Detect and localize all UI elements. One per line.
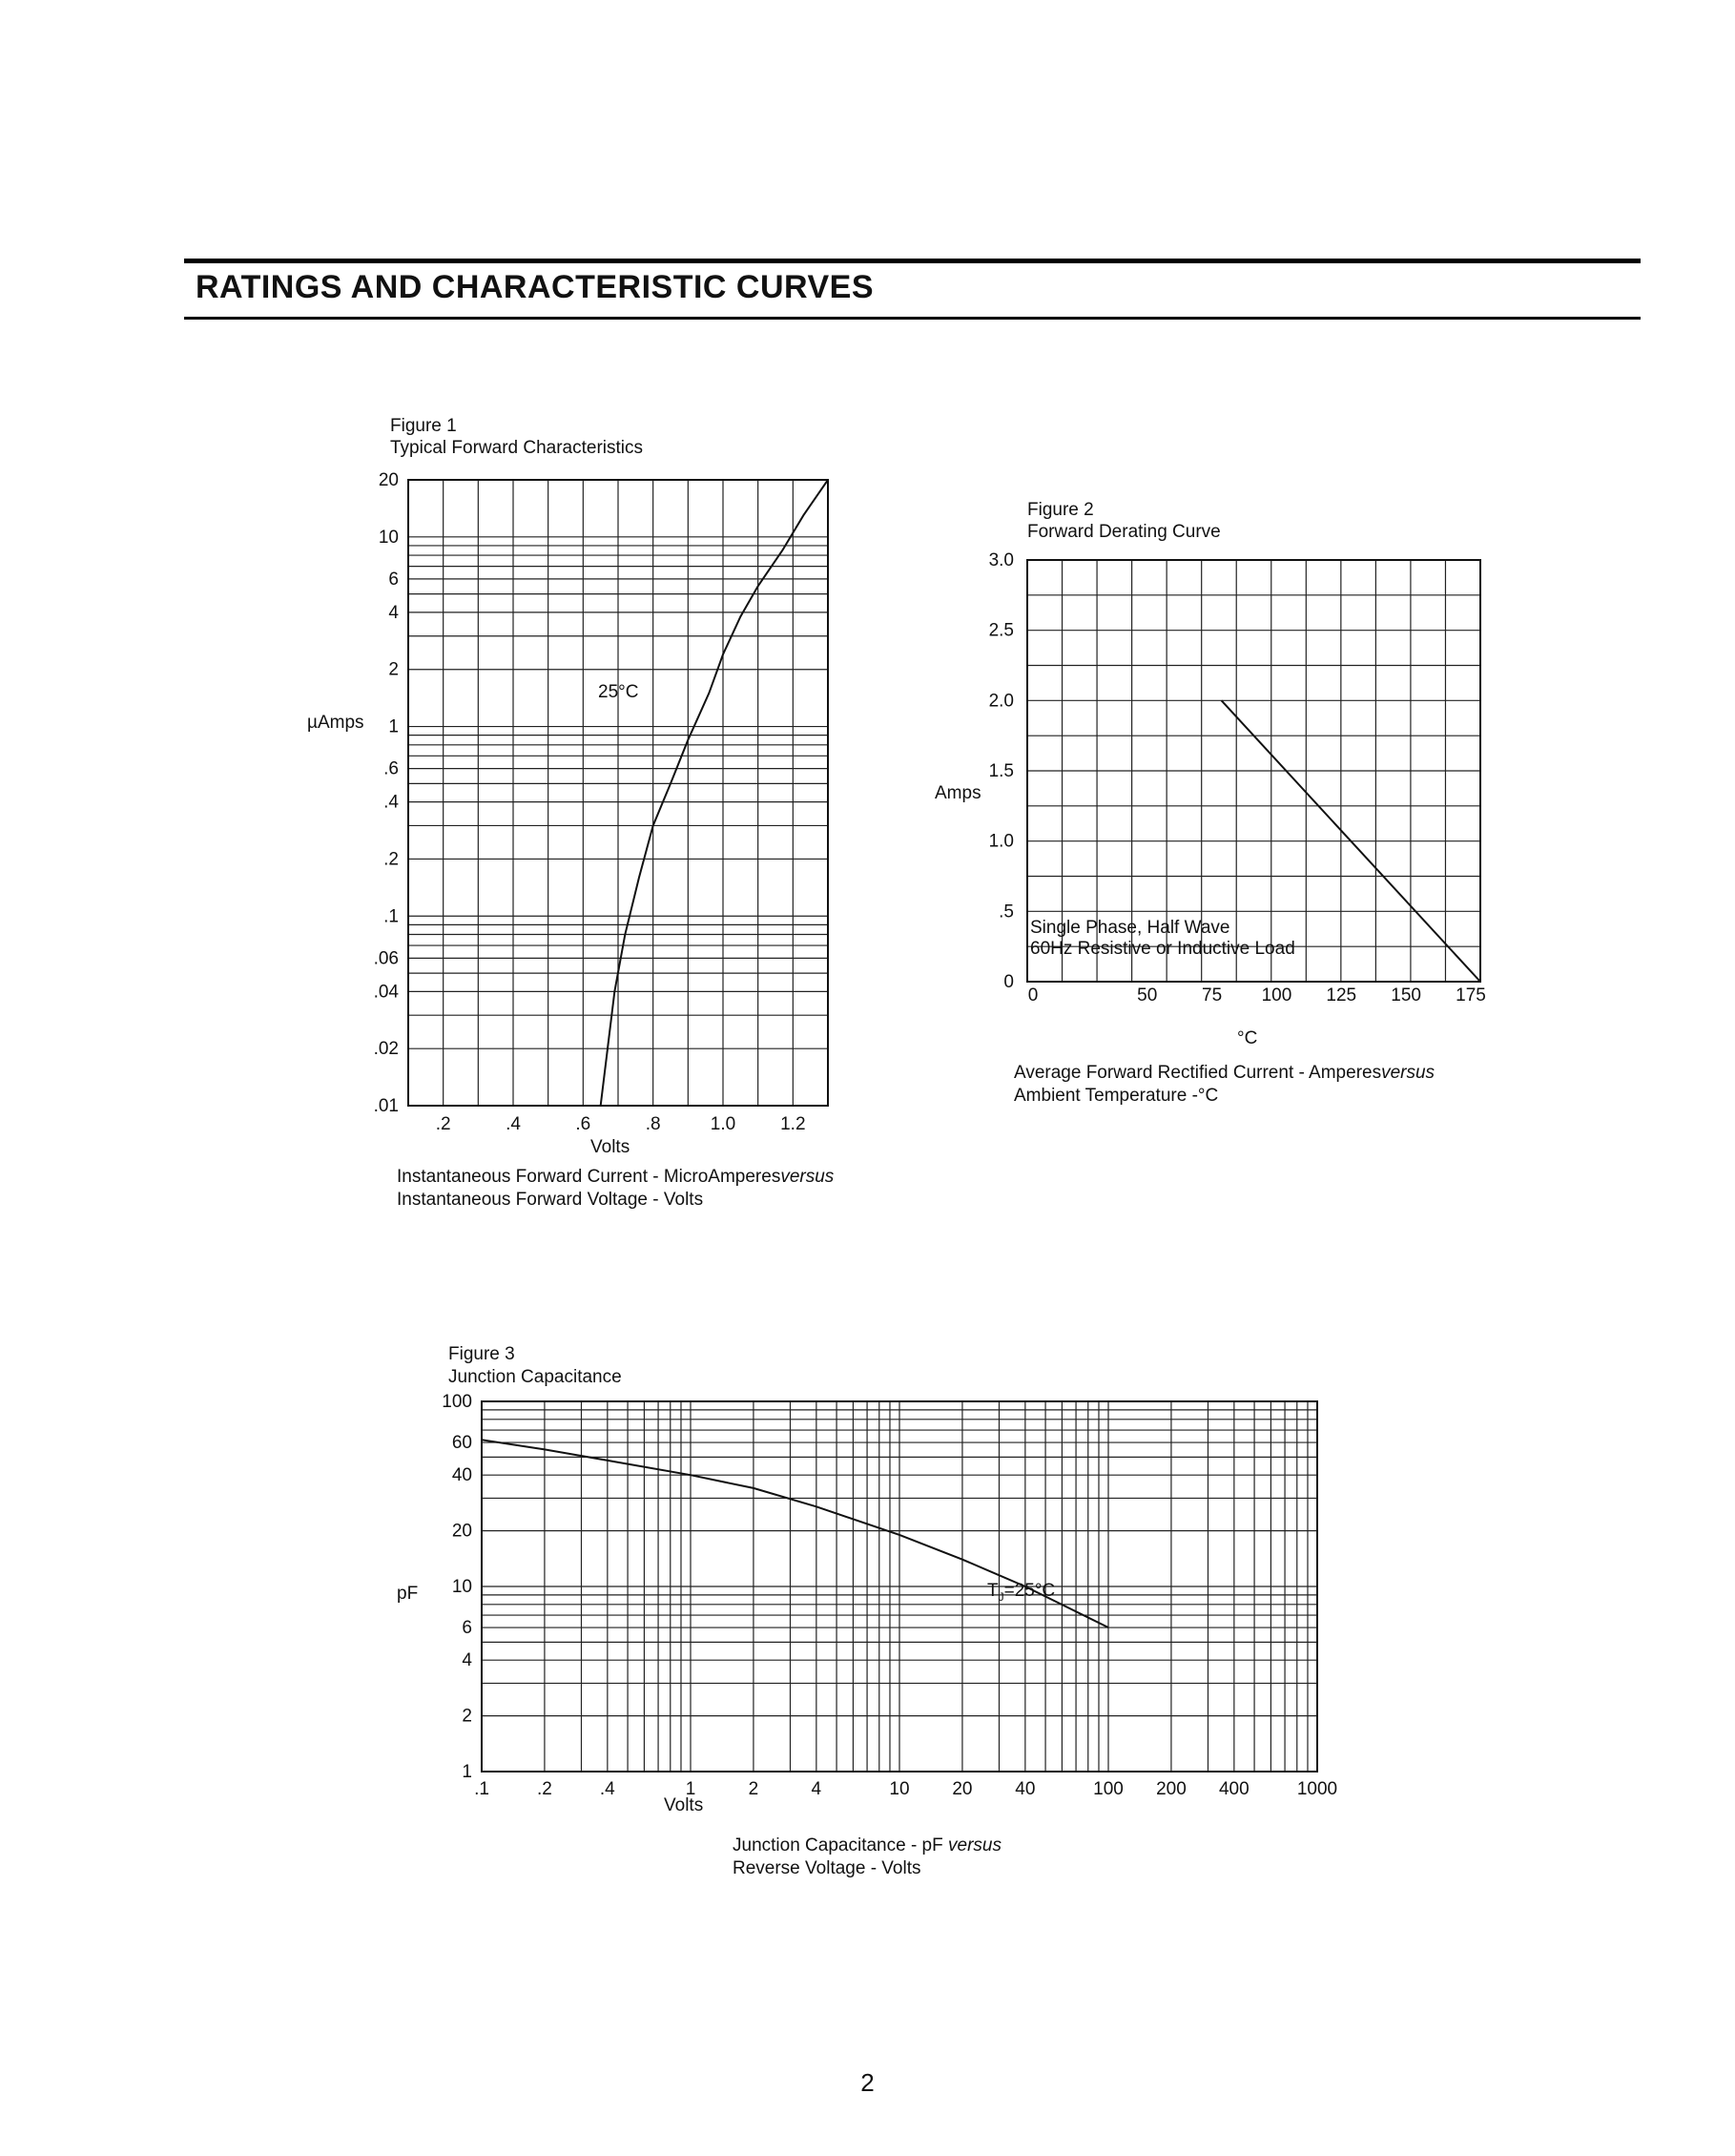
fig3-x-tick-label: 2 [748,1779,759,1799]
fig1-y-tick-label: .1 [383,906,399,927]
fig1-y-tick-label: 20 [378,470,399,490]
fig2-x-tick-label: 150 [1391,985,1421,1005]
fig3-y-tick-label: 2 [462,1706,472,1727]
fig2-label: Figure 2 [1027,500,1094,520]
fig2-x-tick-label: 125 [1326,985,1357,1005]
fig2-x-tick-label: 175 [1456,985,1486,1005]
fig3-y-tick-label: 10 [451,1577,472,1597]
fig3-x-tick-label: 10 [889,1779,910,1799]
fig1-caption-line1: Instantaneous Forward Current - MicroAmperesversus [397,1167,835,1187]
fig1-x-tick-label: .2 [435,1114,451,1134]
fig3-x-tick-label: 400 [1218,1779,1250,1799]
fig2-y-tick-label: .5 [999,902,1014,923]
page-number: 2 [860,2068,875,2097]
fig2-y-tick-label: 2.0 [988,691,1014,712]
fig2-y-tick-label: 1.5 [988,761,1014,781]
fig3-y-tick-label: 4 [462,1650,472,1671]
fig1-x-tick-label: .4 [506,1114,521,1134]
fig3-y-tick-label: 6 [462,1618,472,1639]
fig2-versus: versus [1381,1063,1436,1083]
fig1-y-tick-label: .6 [383,758,399,779]
fig1-x-tick-label: 1.0 [710,1114,736,1134]
fig1-y-tick-label: 4 [388,602,399,623]
fig2-caption-line2: Ambient Temperature -°C [1014,1086,1219,1106]
fig1-label: Figure 1 [390,416,457,436]
fig3-x-tick-label: 100 [1093,1779,1124,1799]
fig1-temperature-annotation: 25°C [598,682,639,702]
fig1-y-tick-label: .06 [373,948,399,969]
fig1-y-tick-label: .04 [373,982,399,1003]
fig1-x-tick-label: .6 [575,1114,591,1134]
fig2-x-axis-label: °C [1237,1028,1258,1048]
fig2-y-axis-label: Amps [935,783,981,803]
fig3-x-tick-label: 1 [685,1779,696,1799]
fig3-caption-line2: Reverse Voltage - Volts [733,1858,921,1878]
page-title: RATINGS AND CHARACTERISTIC CURVES [196,269,875,305]
fig2-y-tick-label: 2.5 [988,620,1014,641]
fig1-versus: versus [780,1167,835,1187]
fig3-label: Figure 3 [448,1344,515,1364]
fig1-y-tick-label: 10 [378,527,399,548]
fig1-y-axis-label: µAmps [307,713,364,733]
fig3-x-tick-label: .1 [474,1779,489,1799]
fig2-x-tick-label: 100 [1261,985,1292,1005]
fig2-x-tick-label: 50 [1137,985,1158,1005]
fig3-subtitle: Junction Capacitance [448,1367,622,1387]
fig3-y-tick-label: 40 [451,1465,472,1486]
fig3-y-axis-label: pF [397,1584,419,1604]
fig2-caption-line1: Average Forward Rectified Current - Amperesversus [1014,1063,1436,1083]
fig3-x-tick-label: 1000 [1296,1779,1338,1799]
fig1-y-tick-label: 6 [388,569,399,590]
fig1-y-tick-label: .4 [383,792,399,813]
fig3-x-tick-label: 200 [1156,1779,1187,1799]
fig2-x-tick-label: 75 [1202,985,1223,1005]
fig1-x-axis-label: Volts [590,1137,630,1157]
fig3-x-tick-label: 40 [1015,1779,1036,1799]
fig3-x-tick-label: .4 [599,1779,615,1799]
fig2-annotation-line1: Single Phase, Half Wave [1030,918,1230,938]
fig1-x-tick-label: .8 [645,1114,661,1134]
fig2-x-tick-label: 0 [1027,985,1039,1005]
fig3-y-tick-label: 100 [442,1392,472,1412]
fig3-x-tick-label: .2 [536,1779,552,1799]
fig1-y-tick-label: 1 [388,716,399,737]
fig1-y-tick-label: .2 [383,849,399,870]
fig3-x-tick-label: 20 [952,1779,973,1799]
fig2-annotation-line2: 60Hz Resistive or Inductive Load [1030,939,1295,959]
fig3-versus: versus [948,1835,1002,1855]
fig3-temperature-annotation: $T_J=25^\circ C$ [987,1581,1056,1604]
fig1-caption-line2: Instantaneous Forward Voltage - Volts [397,1190,704,1210]
fig3-y-tick-label: 20 [451,1521,472,1542]
fig1-y-tick-label: .02 [373,1039,399,1060]
fig2-y-tick-label: 0 [1003,972,1014,992]
fig2-subtitle: Forward Derating Curve [1027,522,1221,542]
fig3-y-tick-label: 60 [451,1433,472,1454]
fig1-y-tick-label: 2 [388,659,399,680]
fig2-y-tick-label: 1.0 [988,831,1014,852]
fig1-y-tick-label: .01 [373,1096,399,1116]
fig2-y-tick-label: 3.0 [988,550,1014,570]
fig3-x-tick-label: 4 [811,1779,822,1799]
fig3-y-tick-label: 1 [462,1762,472,1782]
fig3-caption-line1: Junction Capacitance - pF versus [733,1835,1002,1855]
fig1-subtitle: Typical Forward Characteristics [390,438,644,458]
fig1-series-line [601,480,828,1106]
fig3-x-axis-label: Volts [664,1795,704,1815]
fig1-x-tick-label: 1.2 [780,1114,806,1134]
